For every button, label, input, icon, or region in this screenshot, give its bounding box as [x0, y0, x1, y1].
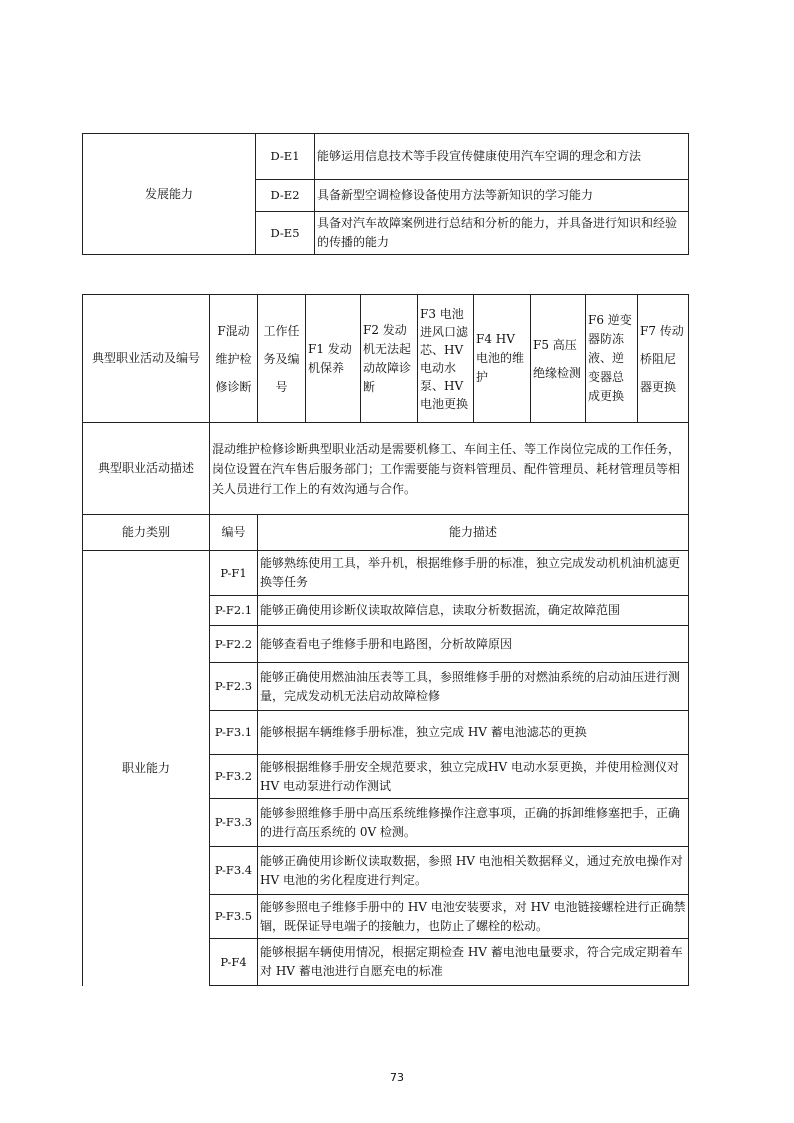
- ability-description: 能够正确使用诊断仪读取故障信息，读取分析数据流，确定故障范围: [258, 596, 689, 626]
- activity-item: F3 电池进风口滤芯、HV 电动水泵、HV 电池更换: [418, 295, 474, 423]
- ability-description: 能够查看电子维修手册和电路图，分析故障原因: [258, 626, 689, 663]
- ability-code: P-F2.3: [210, 663, 258, 711]
- ability-category: 职业能力: [83, 551, 210, 986]
- ability-description: 能够熟练使用工具，举升机，根据维修手册的标准，独立完成发动机机油机滤更换等任务: [258, 551, 689, 596]
- category-cell: 发展能力: [83, 134, 256, 255]
- activity-item: F5 高压绝缘检测: [531, 295, 586, 423]
- description-label: 典型职业活动描述: [83, 423, 210, 515]
- ability-code: D-E1: [256, 134, 315, 180]
- activity-item: F4 HV 电池的维护: [474, 295, 531, 423]
- ability-description: 能够参照电子维修手册中的 HV 电池安装要求，对 HV 电池链接螺栓进行正确禁锢，既保证导电端子的接触力，也防止了螺栓的松动。: [258, 895, 689, 939]
- ability-code: P-F3.2: [210, 755, 258, 799]
- header-description: 能力描述: [258, 515, 689, 551]
- vocational-ability-table: [82, 294, 689, 986]
- ability-description: 能够参照维修手册中高压系统维修操作注意事项，正确的拆卸维修塞把手，正确的进行高压系统的 0V 检测。: [258, 799, 689, 847]
- ability-code: P-F4: [210, 939, 258, 986]
- ability-description: 能够根据车辆使用情况，根据定期检查 HV 蓄电池电量要求，符合完成定期着车对 HV 蓄电池进行自愿充电的标准: [258, 939, 689, 986]
- activity-label: 典型职业活动及编号: [83, 295, 210, 423]
- activity-item: F2 发动机无法起动故障诊断: [361, 295, 418, 423]
- ability-code: D-E5: [256, 212, 315, 255]
- activity-item: F7 传动桥阻尼器更换: [638, 295, 689, 423]
- activity-item: F1 发动机保养: [306, 295, 361, 423]
- ability-description: 能够正确使用诊断仪读取数据，参照 HV 电池相关数据释义，通过充放电操作对 HV 电池的劣化程度进行判定。: [258, 847, 689, 895]
- ability-description: 能够根据维修手册安全规范要求，独立完成HV 电动水泵更换，并使用检测仪对 HV 电动泵进行动作测试: [258, 755, 689, 799]
- ability-code: P-F2.1: [210, 596, 258, 626]
- ability-description: 能够根据车辆维修手册标准，独立完成 HV 蓄电池滤芯的更换: [258, 711, 689, 755]
- header-code: 编号: [210, 515, 258, 551]
- ability-description: 能够运用信息技术等手段宣传健康使用汽车空调的理念和方法: [315, 134, 689, 180]
- ability-description: 能够正确使用燃油油压表等工具，参照维修手册的对燃油系统的启动油压进行测量，完成发动机无法启动故障检修: [258, 663, 689, 711]
- ability-code: P-F3.1: [210, 711, 258, 755]
- activity-description: 混动维护检修诊断典型职业活动是需要机修工、车间主任、等工作岗位完成的工作任务，岗位设置在汽车售后服务部门；工作需要能与资料管理员、配件管理员、耗材管理员等相关人员进行工作上的有效沟通与合作。: [210, 423, 689, 515]
- ability-description: 具备对汽车故障案例进行总结和分析的能力，并具备进行知识和经验的传播的能力: [315, 212, 689, 255]
- activity-item: F6 逆变器防冻液、逆变器总成更换: [586, 295, 638, 423]
- activity-item: 工作任务及编号: [258, 295, 306, 423]
- development-ability-table: [82, 133, 689, 255]
- ability-code: D-E2: [256, 180, 315, 212]
- header-category: 能力类别: [83, 515, 210, 551]
- ability-code: P-F1: [210, 551, 258, 596]
- ability-code: P-F3.3: [210, 799, 258, 847]
- ability-code: P-F3.4: [210, 847, 258, 895]
- ability-code: P-F3.5: [210, 895, 258, 939]
- ability-code: P-F2.2: [210, 626, 258, 663]
- page-number: 73: [390, 1071, 404, 1084]
- activity-item: F混动维护检修诊断: [210, 295, 258, 423]
- ability-description: 具备新型空调检修设备使用方法等新知识的学习能力: [315, 180, 689, 212]
